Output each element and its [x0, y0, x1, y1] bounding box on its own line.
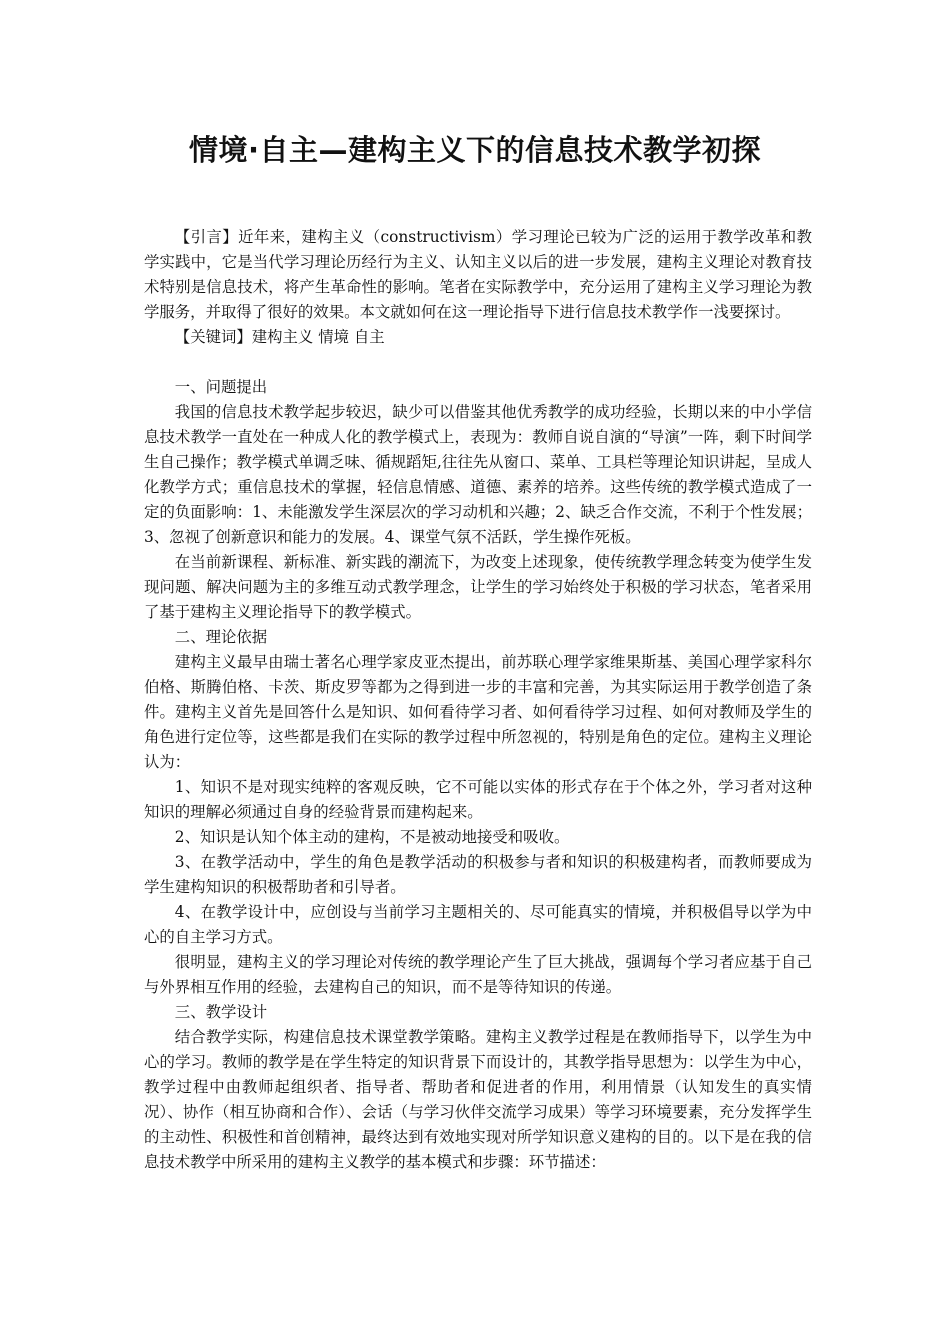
body-paragraph: 我国的信息技术教学起步较迟，缺少可以借鉴其他优秀教学的成功经验，长期以来的中小学信息技术教学一直处在一种成人化的教学模式上，表现为：教师自说自演的“导演”一阵，剩下时间学生自己操作；教学模式单调乏味、循规蹈矩,往往先从窗口、菜单、工具栏等理论知识讲起，呈成人化教学方式；重信息技术的掌握，轻信息情感、道德、素养的培养。这些传统的教学模式造成了一定的负面影响：1、未能激发学生深层次的学习动机和兴趣；2、缺乏合作交流，不利于个性发展；3、忽视了创新意识和能力的发展。4、课堂气氛不活跃，学生操作死板。 — [144, 403, 812, 546]
section-heading: 二、理论依据 — [174, 628, 268, 646]
list-item: 1、知识不是对现实纯粹的客观反映，它不可能以实体的形式存在于个体之外，学习者对这种知识的理解必须通过自身的经验背景而建构起来。 — [144, 778, 812, 821]
list-item: 4、在教学设计中，应创设与当前学习主题相关的、尽可能真实的情境，并积极倡导以学为中心的自主学习方式。 — [144, 903, 812, 946]
document-body — [144, 225, 812, 1175]
body-paragraph: 建构主义最早由瑞士著名心理学家皮亚杰提出，前苏联心理学家维果斯基、美国心理学家科尔伯格、斯腾伯格、卡茨、斯皮罗等都为之得到进一步的丰富和完善，为其实际运用于教学创造了条件。建构主义首先是回答什么是知识、如何看待学习者、如何看待学习过程、如何对教师及学生的角色进行定位等，这些都是我们在实际的教学过程中所忽视的，特别是角色的定位。建构主义理论认为： — [144, 653, 812, 771]
list-item: 2、知识是认知个体主动的建构，不是被动地接受和吸收。 — [174, 828, 570, 846]
body-paragraph: 在当前新课程、新标准、新实践的潮流下，为改变上述现象，使传统教学理念转变为使学生发现问题、解决问题为主的多维互动式教学理念，让学生的学习始终处于积极的学习状态，笔者采用了基于建构主义理论指导下的教学模式。 — [144, 553, 812, 621]
keywords-paragraph: 【关键词】建构主义 情境 自主 — [174, 328, 385, 346]
section-heading: 一、问题提出 — [174, 378, 268, 396]
section-heading: 三、教学设计 — [174, 1003, 268, 1021]
intro-paragraph: 【引言】近年来，建构主义（constructivism）学习理论已较为广泛的运用于教学改革和教学实践中，它是当代学习理论历经行为主义、认知主义以后的进一步发展，建构主义理论对教育技术特别是信息技术，将产生革命性的影响。笔者在实际教学中，充分运用了建构主义学习理论为教学服务，并取得了很好的效果。本文就如何在这一理论指导下进行信息技术教学作一浅要探讨。 — [144, 228, 812, 321]
list-item: 3、在教学活动中，学生的角色是教学活动的积极参与者和知识的积极建构者，而教师要成为学生建构知识的积极帮助者和引导者。 — [144, 853, 812, 896]
blank-line — [144, 350, 812, 375]
document-title: 情境·自主—建构主义下的信息技术教学初探 — [188, 133, 762, 167]
body-paragraph: 很明显，建构主义的学习理论对传统的教学理论产生了巨大挑战，强调每个学习者应基于自己与外界相互作用的经验，去建构自己的知识，而不是等待知识的传递。 — [144, 953, 812, 996]
body-paragraph: 结合教学实际，构建信息技术课堂教学策略。建构主义教学过程是在教师指导下，以学生为中心的学习。教师的教学是在学生特定的知识背景下而设计的，其教学指导思想为：以学生为中心，教学过程中由教师起组织者、指导者、帮助者和促进者的作用，利用情景（认知发生的真实情况）、协作（相互协商和合作）、会话（与学习伙伴交流学习成果）等学习环境要素，充分发挥学生的主动性、积极性和首创精神，最终达到有效地实现对所学知识意义建构的目的。以下是在我的信息技术教学中所采用的建构主义教学的基本模式和步骤：环节描述： — [144, 1028, 812, 1171]
